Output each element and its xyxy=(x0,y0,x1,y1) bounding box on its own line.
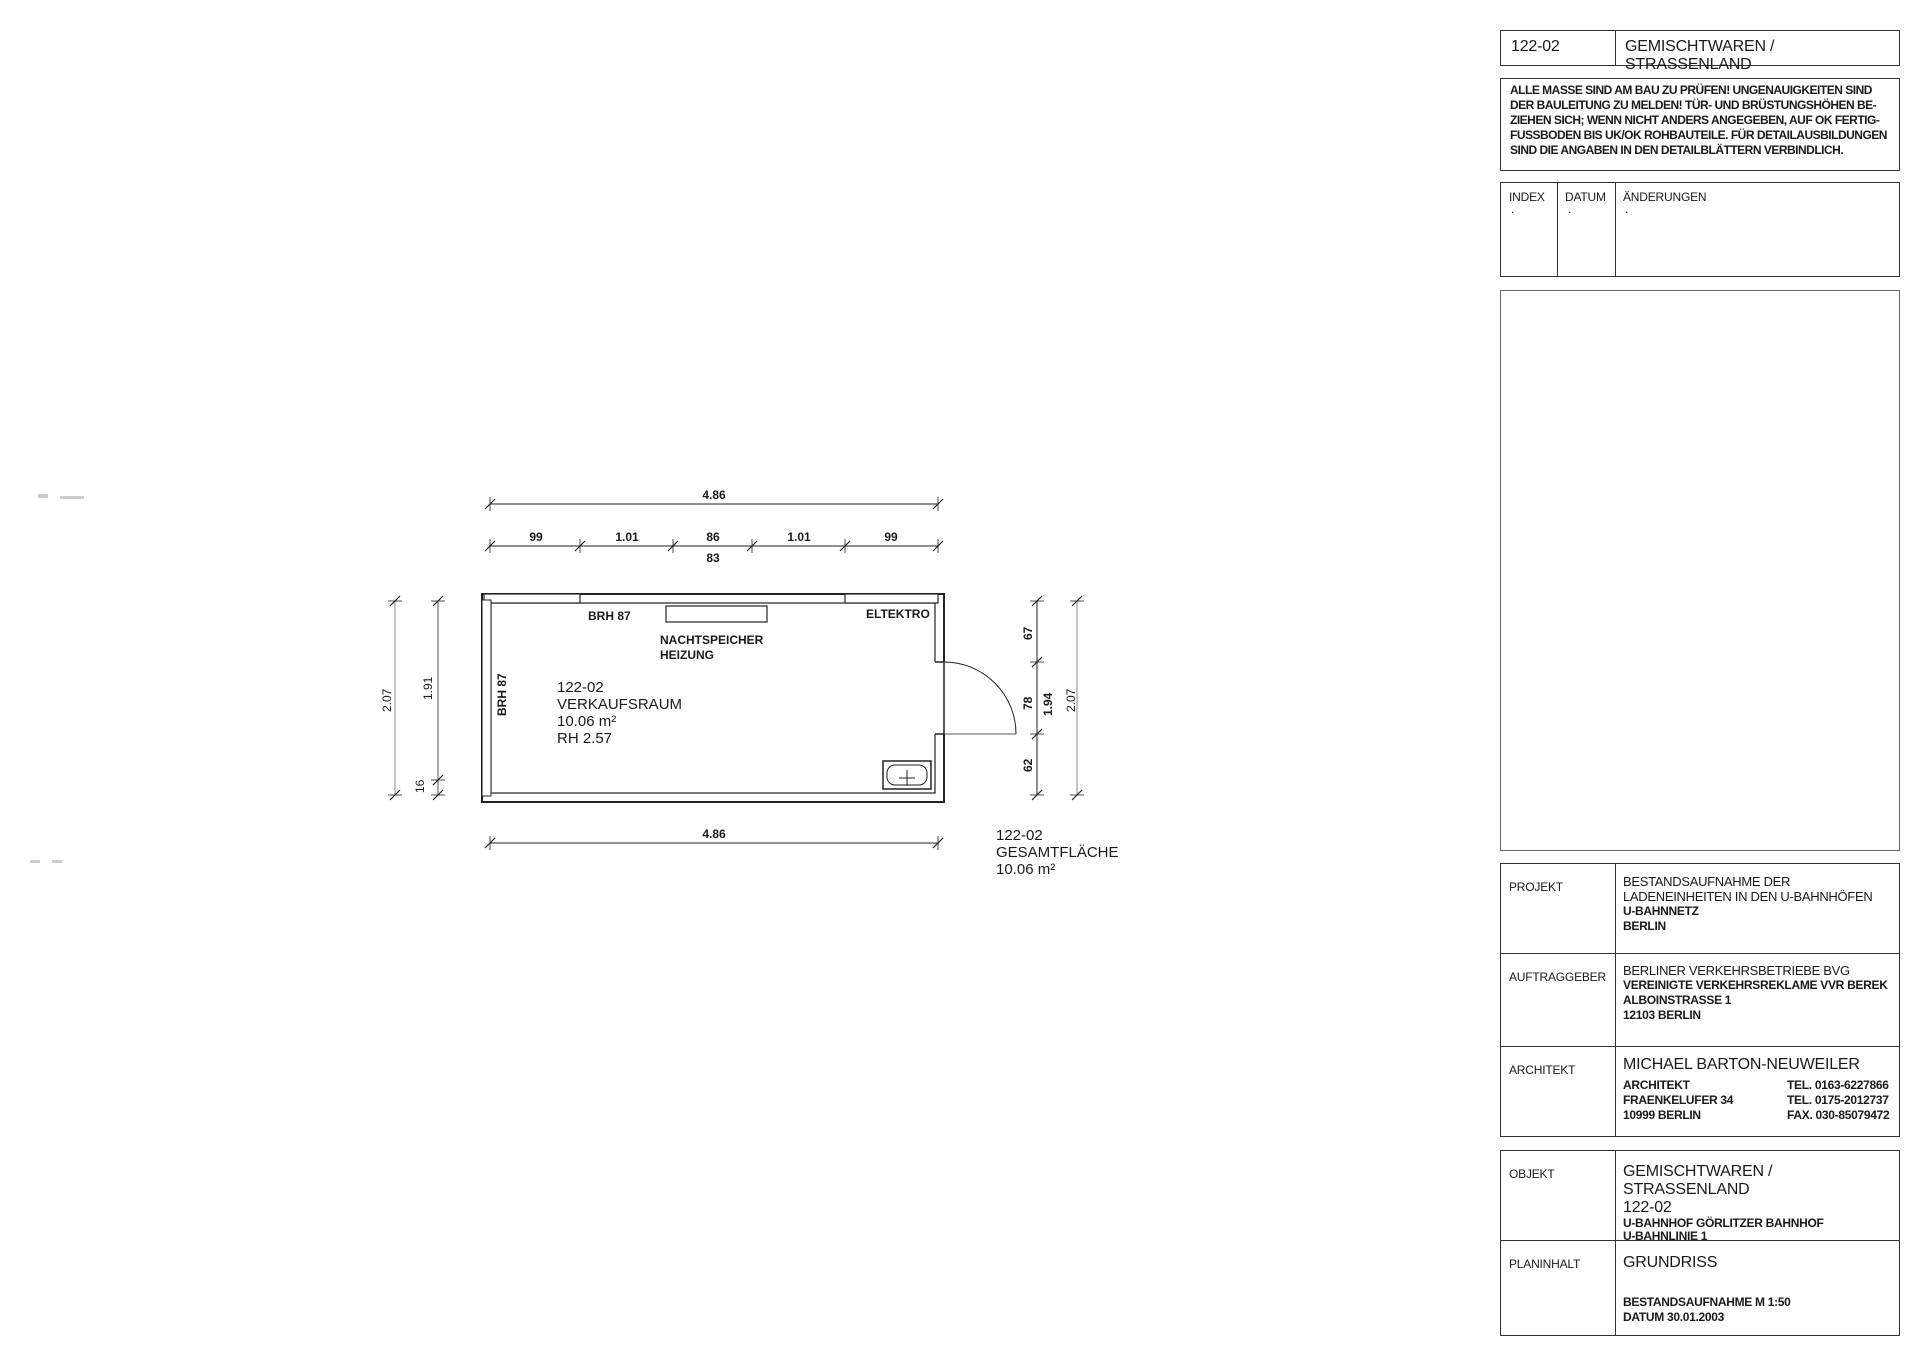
architekt-tel-1: TEL. 0163-6227866 xyxy=(1787,1078,1889,1092)
heater-label-2: HEIZUNG xyxy=(660,648,714,662)
rev-index-header: INDEX xyxy=(1509,190,1545,204)
plan-title: GRUNDRISS xyxy=(1623,1254,1718,1271)
objekt-label: OBJEKT xyxy=(1509,1167,1555,1181)
auftrag-line-4: 12103 BERLIN xyxy=(1623,1008,1701,1022)
brh-top-label: BRH 87 xyxy=(588,609,631,623)
total-area: 10.06 m² xyxy=(996,861,1056,878)
auftrag-line-1: BERLINER VERKEHRSBETRIEBE BVG xyxy=(1623,963,1850,978)
header-number: 122-02 xyxy=(1511,38,1560,55)
notice-line-2: DER BAULEITUNG ZU MELDEN! TÜR- UND BRÜSTUNGSHÖHEN BE- xyxy=(1510,98,1877,112)
projekt-line-4: BERLIN xyxy=(1623,919,1666,933)
plan-line-1: BESTANDSAUFNAHME M 1:50 xyxy=(1623,1295,1791,1309)
projekt-line-1: BESTANDSAUFNAHME DER xyxy=(1623,874,1791,889)
rev-changes-header: ÄNDERUNGEN xyxy=(1623,190,1707,204)
rev-date-value: . xyxy=(1568,202,1572,216)
project-info-box xyxy=(1500,863,1900,1137)
edge-marks xyxy=(30,494,84,863)
architekt-label: ARCHITEKT xyxy=(1509,1063,1576,1077)
dimension-top-chain xyxy=(485,530,943,565)
architekt-address xyxy=(1623,1078,1733,1123)
brh-left-label: BRH 87 xyxy=(495,673,509,716)
sink-icon xyxy=(883,761,931,789)
total-label: GESAMTFLÄCHE xyxy=(996,844,1119,861)
rev-index-value: . xyxy=(1511,202,1515,216)
notice-text xyxy=(1510,83,1887,158)
room-walls xyxy=(482,594,944,802)
architekt-contact xyxy=(1787,1078,1889,1123)
objekt-line-3: U-BAHNHOF GÖRLITZER BAHNHOF xyxy=(1623,1216,1824,1230)
objekt-line-1: GEMISCHTWAREN / STRASSENLAND xyxy=(1623,1163,1773,1198)
plan-line-2: DATUM 30.01.2003 xyxy=(1623,1310,1725,1324)
architekt-street: FRAENKELUFER 34 xyxy=(1623,1093,1734,1107)
auftrag-line-3: ALBOINSTRASSE 1 xyxy=(1623,993,1732,1007)
notice-line-4: FUSSBODEN BIS UK/OK ROHBAUTEILE. FÜR DETAILAUSBILDUNGEN xyxy=(1510,128,1887,142)
room-height: RH 2.57 xyxy=(557,730,613,747)
dimension-left xyxy=(380,596,445,800)
dim-top-seg-3: 86 xyxy=(706,530,720,544)
notice-line-3: ZIEHEN SICH; WENN NICHT ANDERS ANGEGEBEN, AUF OK FERTIG- xyxy=(1510,113,1880,127)
dim-right-total: 2.07 xyxy=(1064,688,1078,712)
auftrag-line-2: VEREINIGTE VERKEHRSREKLAME VVR BEREK xyxy=(1623,978,1888,992)
dim-top-seg-5: 99 xyxy=(884,530,898,544)
dim-top-seg-4: 1.01 xyxy=(787,530,811,544)
rev-date-header: DATUM xyxy=(1565,190,1606,204)
architekt-name: MICHAEL BARTON-NEUWEILER xyxy=(1623,1056,1860,1073)
heater-label-1: NACHTSPEICHER xyxy=(660,633,764,647)
projekt-line-3: U-BAHNNETZ xyxy=(1623,904,1699,918)
room-name: VERKAUFSRAUM xyxy=(557,696,683,713)
planinhalt-label: PLANINHALT xyxy=(1509,1257,1581,1271)
architekt-city: 10999 BERLIN xyxy=(1623,1108,1701,1122)
rev-changes-value: . xyxy=(1625,202,1629,216)
drawing-preview-area xyxy=(1500,290,1900,851)
dimension-right xyxy=(1021,596,1084,800)
door xyxy=(934,662,1016,734)
notice-line-1: ALLE MASSE SIND AM BAU ZU PRÜFEN! UNGENAUIGKEITEN SIND xyxy=(1510,83,1872,97)
projekt-line-2: LADENEINHEITEN IN DEN U-BAHNHÖFEN xyxy=(1623,889,1873,904)
elektro-label: ELTEKTRO xyxy=(866,607,930,621)
heater-symbol xyxy=(666,606,767,622)
dim-right-seg-1: 67 xyxy=(1021,626,1035,640)
objekt-line-2: 122-02 xyxy=(1623,1199,1672,1216)
objekt-value xyxy=(1623,1163,1899,1243)
dimension-top-total xyxy=(485,488,943,511)
auftraggeber-label: AUFTRAGGEBER xyxy=(1509,970,1606,984)
revision-table xyxy=(1500,182,1900,277)
dim-right-seg-3: 62 xyxy=(1021,758,1035,772)
object-info-box xyxy=(1500,1150,1900,1336)
architekt-fax: FAX. 030-85079472 xyxy=(1787,1108,1890,1122)
dim-right-inner: 1.94 xyxy=(1041,692,1055,716)
auftraggeber-value xyxy=(1623,963,1888,1023)
projekt-value xyxy=(1623,874,1872,934)
header-title: GEMISCHTWAREN / STRASSENLAND xyxy=(1625,38,1775,73)
notice-line-5: SIND DIE ANGABEN IN DEN DETAILBLÄTTERN VERBINDLICH. xyxy=(1510,143,1844,157)
dim-right-seg-2: 78 xyxy=(1021,696,1035,710)
architekt-title: ARCHITEKT xyxy=(1623,1078,1690,1092)
notice-box xyxy=(1500,78,1900,171)
architekt-tel-2: TEL. 0175-2012737 xyxy=(1787,1093,1889,1107)
projekt-label: PROJEKT xyxy=(1509,880,1563,894)
dim-left-total: 2.07 xyxy=(380,688,394,712)
room-number: 122-02 xyxy=(557,679,604,696)
header-box xyxy=(1500,30,1900,73)
total-number: 122-02 xyxy=(996,827,1043,844)
dim-top-seg-2: 1.01 xyxy=(615,530,639,544)
plan-details xyxy=(1623,1295,1791,1325)
dimension-bottom-total xyxy=(485,827,943,850)
room-area: 10.06 m² xyxy=(557,713,617,730)
dim-bottom-total-label: 4.86 xyxy=(702,827,726,841)
dim-left-inner: 1.91 xyxy=(421,676,435,700)
dim-top-seg-1: 99 xyxy=(529,530,543,544)
dim-left-small: 16 xyxy=(413,779,427,793)
dim-top-total-label: 4.86 xyxy=(702,488,726,502)
dim-top-sub: 83 xyxy=(706,551,720,565)
objekt-line-4: U-BAHNLINIE 1 xyxy=(1623,1229,1708,1243)
